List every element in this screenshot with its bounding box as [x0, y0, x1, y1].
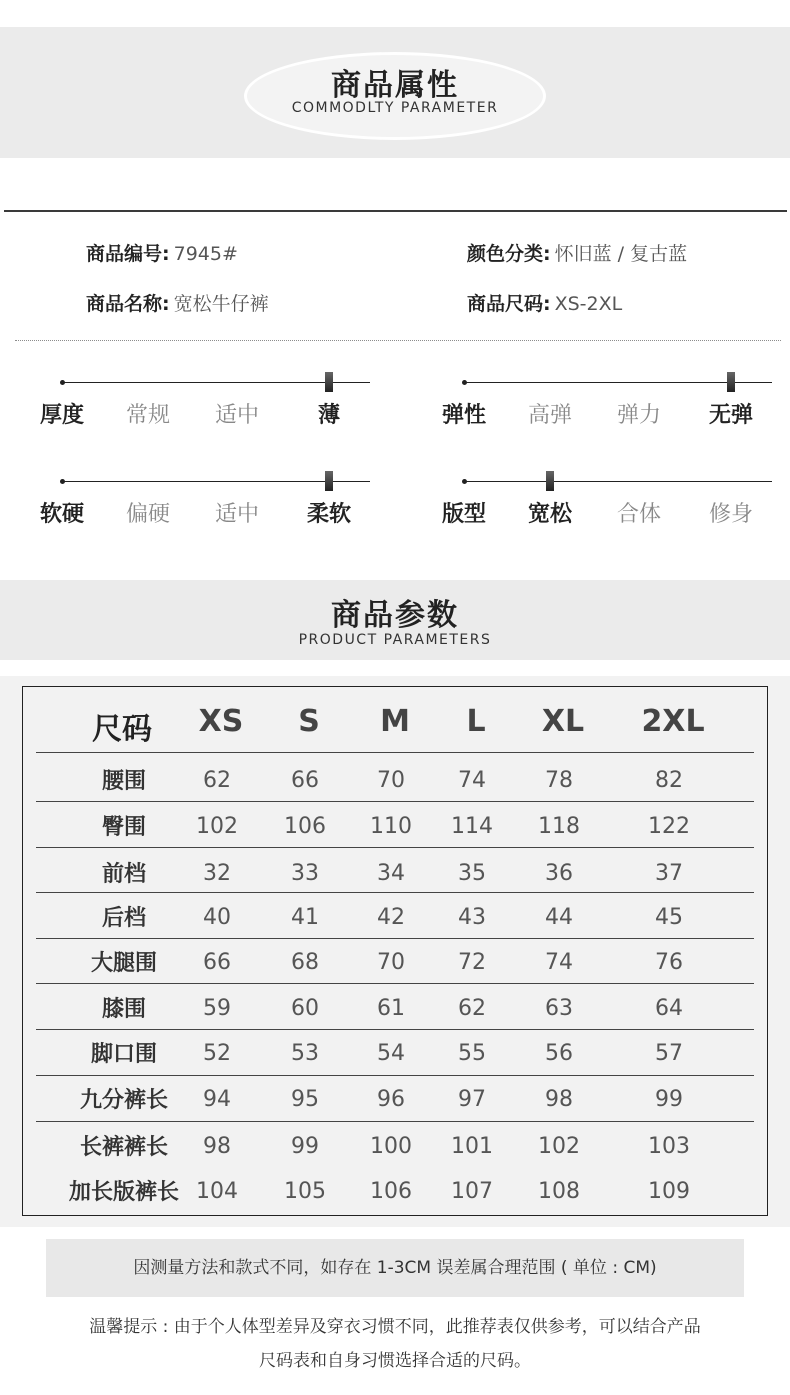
info-color [467, 239, 687, 266]
info-label: 商品编号: [86, 243, 170, 265]
info-label: 商品尺码: [467, 293, 551, 315]
divider-rule [4, 210, 787, 212]
table-cell: 68 [291, 950, 319, 975]
table-cell: 56 [545, 1041, 573, 1066]
table-cell: 52 [203, 1041, 231, 1066]
info-value: 怀旧蓝 / 复古蓝 [554, 243, 688, 265]
table-cell: 35 [458, 861, 486, 886]
attribute-option: 弹力 [616, 403, 661, 428]
table-row-label: 膝围 [101, 997, 146, 1022]
table-cell: 100 [370, 1134, 412, 1159]
table-cell: 106 [370, 1179, 412, 1204]
table-header-col: M [380, 704, 410, 739]
table-row-divider [36, 1029, 754, 1030]
table-cell: 57 [655, 1041, 683, 1066]
section-title-attributes: 商品属性 [331, 68, 459, 103]
table-cell: 42 [377, 905, 405, 930]
measurement-note: 因测量方法和款式不同，如存在 1-3CM 误差属合理范围 ( 单位 : CM) [46, 1239, 744, 1297]
table-cell: 94 [203, 1087, 231, 1112]
table-cell: 61 [377, 996, 405, 1021]
table-row-divider [36, 1121, 754, 1122]
table-row-label: 前档 [101, 862, 146, 887]
tip-line-1: 温馨提示 : 由于个人体型差异及穿衣习惯不同，此推荐表仅供参考，可以结合产品 [89, 1317, 701, 1337]
table-header-col: XS [198, 704, 244, 739]
attribute-label: 弹性 [441, 403, 486, 428]
table-cell: 32 [203, 861, 231, 886]
table-header-col: L [466, 704, 486, 739]
table-cell: 106 [284, 814, 326, 839]
info-value: XS-2XL [554, 293, 623, 315]
table-cell: 62 [203, 768, 231, 793]
slider-marker [546, 471, 554, 491]
attribute-label: 软硬 [39, 502, 84, 527]
table-header-col: 2XL [641, 704, 705, 739]
info-value: 宽松牛仔裤 [173, 293, 269, 315]
table-row-divider [36, 752, 754, 753]
info-size [467, 289, 622, 316]
slider-track [62, 382, 370, 383]
table-cell: 74 [545, 950, 573, 975]
table-cell: 54 [377, 1041, 405, 1066]
info-name [86, 289, 269, 316]
table-header-size: 尺码 [92, 712, 152, 747]
table-row-label: 大腿围 [90, 951, 157, 976]
table-cell: 104 [196, 1179, 238, 1204]
table-cell: 122 [648, 814, 690, 839]
table-row-divider [36, 801, 754, 802]
table-cell: 63 [545, 996, 573, 1021]
table-row-divider [36, 938, 754, 939]
table-cell: 103 [648, 1134, 690, 1159]
attribute-option-selected: 无弹 [708, 403, 753, 428]
table-header-col: S [298, 704, 320, 739]
table-row-label: 臀围 [101, 815, 146, 840]
table-cell: 66 [291, 768, 319, 793]
table-cell: 110 [370, 814, 412, 839]
table-cell: 60 [291, 996, 319, 1021]
table-header-col: XL [541, 704, 585, 739]
attribute-label: 版型 [441, 502, 486, 527]
table-row-label: 脚口围 [90, 1042, 157, 1067]
table-cell: 72 [458, 950, 486, 975]
attribute-option: 适中 [214, 502, 259, 527]
tip-line-2: 尺码表和自身习惯选择合适的尺码。 [259, 1351, 531, 1371]
table-cell: 64 [655, 996, 683, 1021]
table-cell: 98 [545, 1087, 573, 1112]
info-label: 颜色分类: [467, 243, 551, 265]
table-cell: 62 [458, 996, 486, 1021]
table-cell: 102 [196, 814, 238, 839]
table-cell: 44 [545, 905, 573, 930]
info-item-no [86, 239, 238, 266]
table-cell: 98 [203, 1134, 231, 1159]
section-subtitle-attributes: COMMODLTY PARAMETER [291, 100, 499, 116]
table-cell: 70 [377, 950, 405, 975]
attribute-option-selected: 柔软 [306, 502, 351, 527]
attribute-option: 偏硬 [125, 502, 170, 527]
table-cell: 40 [203, 905, 231, 930]
slider-track [464, 481, 772, 482]
slider-track [62, 481, 370, 482]
table-cell: 109 [648, 1179, 690, 1204]
info-label: 商品名称: [86, 293, 170, 315]
table-cell: 95 [291, 1087, 319, 1112]
table-cell: 37 [655, 861, 683, 886]
table-cell: 53 [291, 1041, 319, 1066]
section-title-parameters: 商品参数 [331, 598, 459, 633]
attribute-option: 修身 [708, 502, 753, 527]
table-row-divider [36, 1075, 754, 1076]
info-value: 7945# [173, 243, 238, 265]
table-row-divider [36, 983, 754, 984]
dotted-divider [15, 340, 781, 341]
table-cell: 74 [458, 768, 486, 793]
table-row-label: 后档 [101, 906, 146, 931]
table-cell: 70 [377, 768, 405, 793]
table-row-divider [36, 847, 754, 848]
attribute-option: 常规 [125, 403, 170, 428]
table-row-label: 长裤裤长 [79, 1135, 168, 1160]
table-cell: 66 [203, 950, 231, 975]
table-cell: 34 [377, 861, 405, 886]
slider-marker [325, 372, 333, 392]
table-cell: 59 [203, 996, 231, 1021]
slider-marker [727, 372, 735, 392]
table-row-label: 九分裤长 [79, 1088, 168, 1113]
table-row-divider [36, 892, 754, 893]
section-subtitle-parameters: PRODUCT PARAMETERS [298, 632, 492, 648]
table-cell: 43 [458, 905, 486, 930]
table-cell: 105 [284, 1179, 326, 1204]
table-cell: 82 [655, 768, 683, 793]
table-cell: 102 [538, 1134, 580, 1159]
table-cell: 78 [545, 768, 573, 793]
table-row-label: 腰围 [101, 769, 146, 794]
table-cell: 41 [291, 905, 319, 930]
table-cell: 36 [545, 861, 573, 886]
table-row-label: 加长版裤长 [68, 1180, 179, 1205]
table-cell: 45 [655, 905, 683, 930]
table-cell: 118 [538, 814, 580, 839]
table-cell: 108 [538, 1179, 580, 1204]
table-cell: 97 [458, 1087, 486, 1112]
table-cell: 33 [291, 861, 319, 886]
attribute-option: 高弹 [527, 403, 572, 428]
table-cell: 101 [451, 1134, 493, 1159]
attribute-option-selected: 薄 [317, 403, 340, 428]
slider-track [464, 382, 772, 383]
table-cell: 96 [377, 1087, 405, 1112]
attribute-label: 厚度 [39, 403, 84, 428]
table-cell: 107 [451, 1179, 493, 1204]
table-cell: 55 [458, 1041, 486, 1066]
table-cell: 99 [291, 1134, 319, 1159]
table-cell: 99 [655, 1087, 683, 1112]
attribute-option-selected: 宽松 [527, 502, 572, 527]
attribute-option: 适中 [214, 403, 259, 428]
attribute-option: 合体 [616, 502, 661, 527]
table-cell: 114 [451, 814, 493, 839]
slider-marker [325, 471, 333, 491]
table-cell: 76 [655, 950, 683, 975]
